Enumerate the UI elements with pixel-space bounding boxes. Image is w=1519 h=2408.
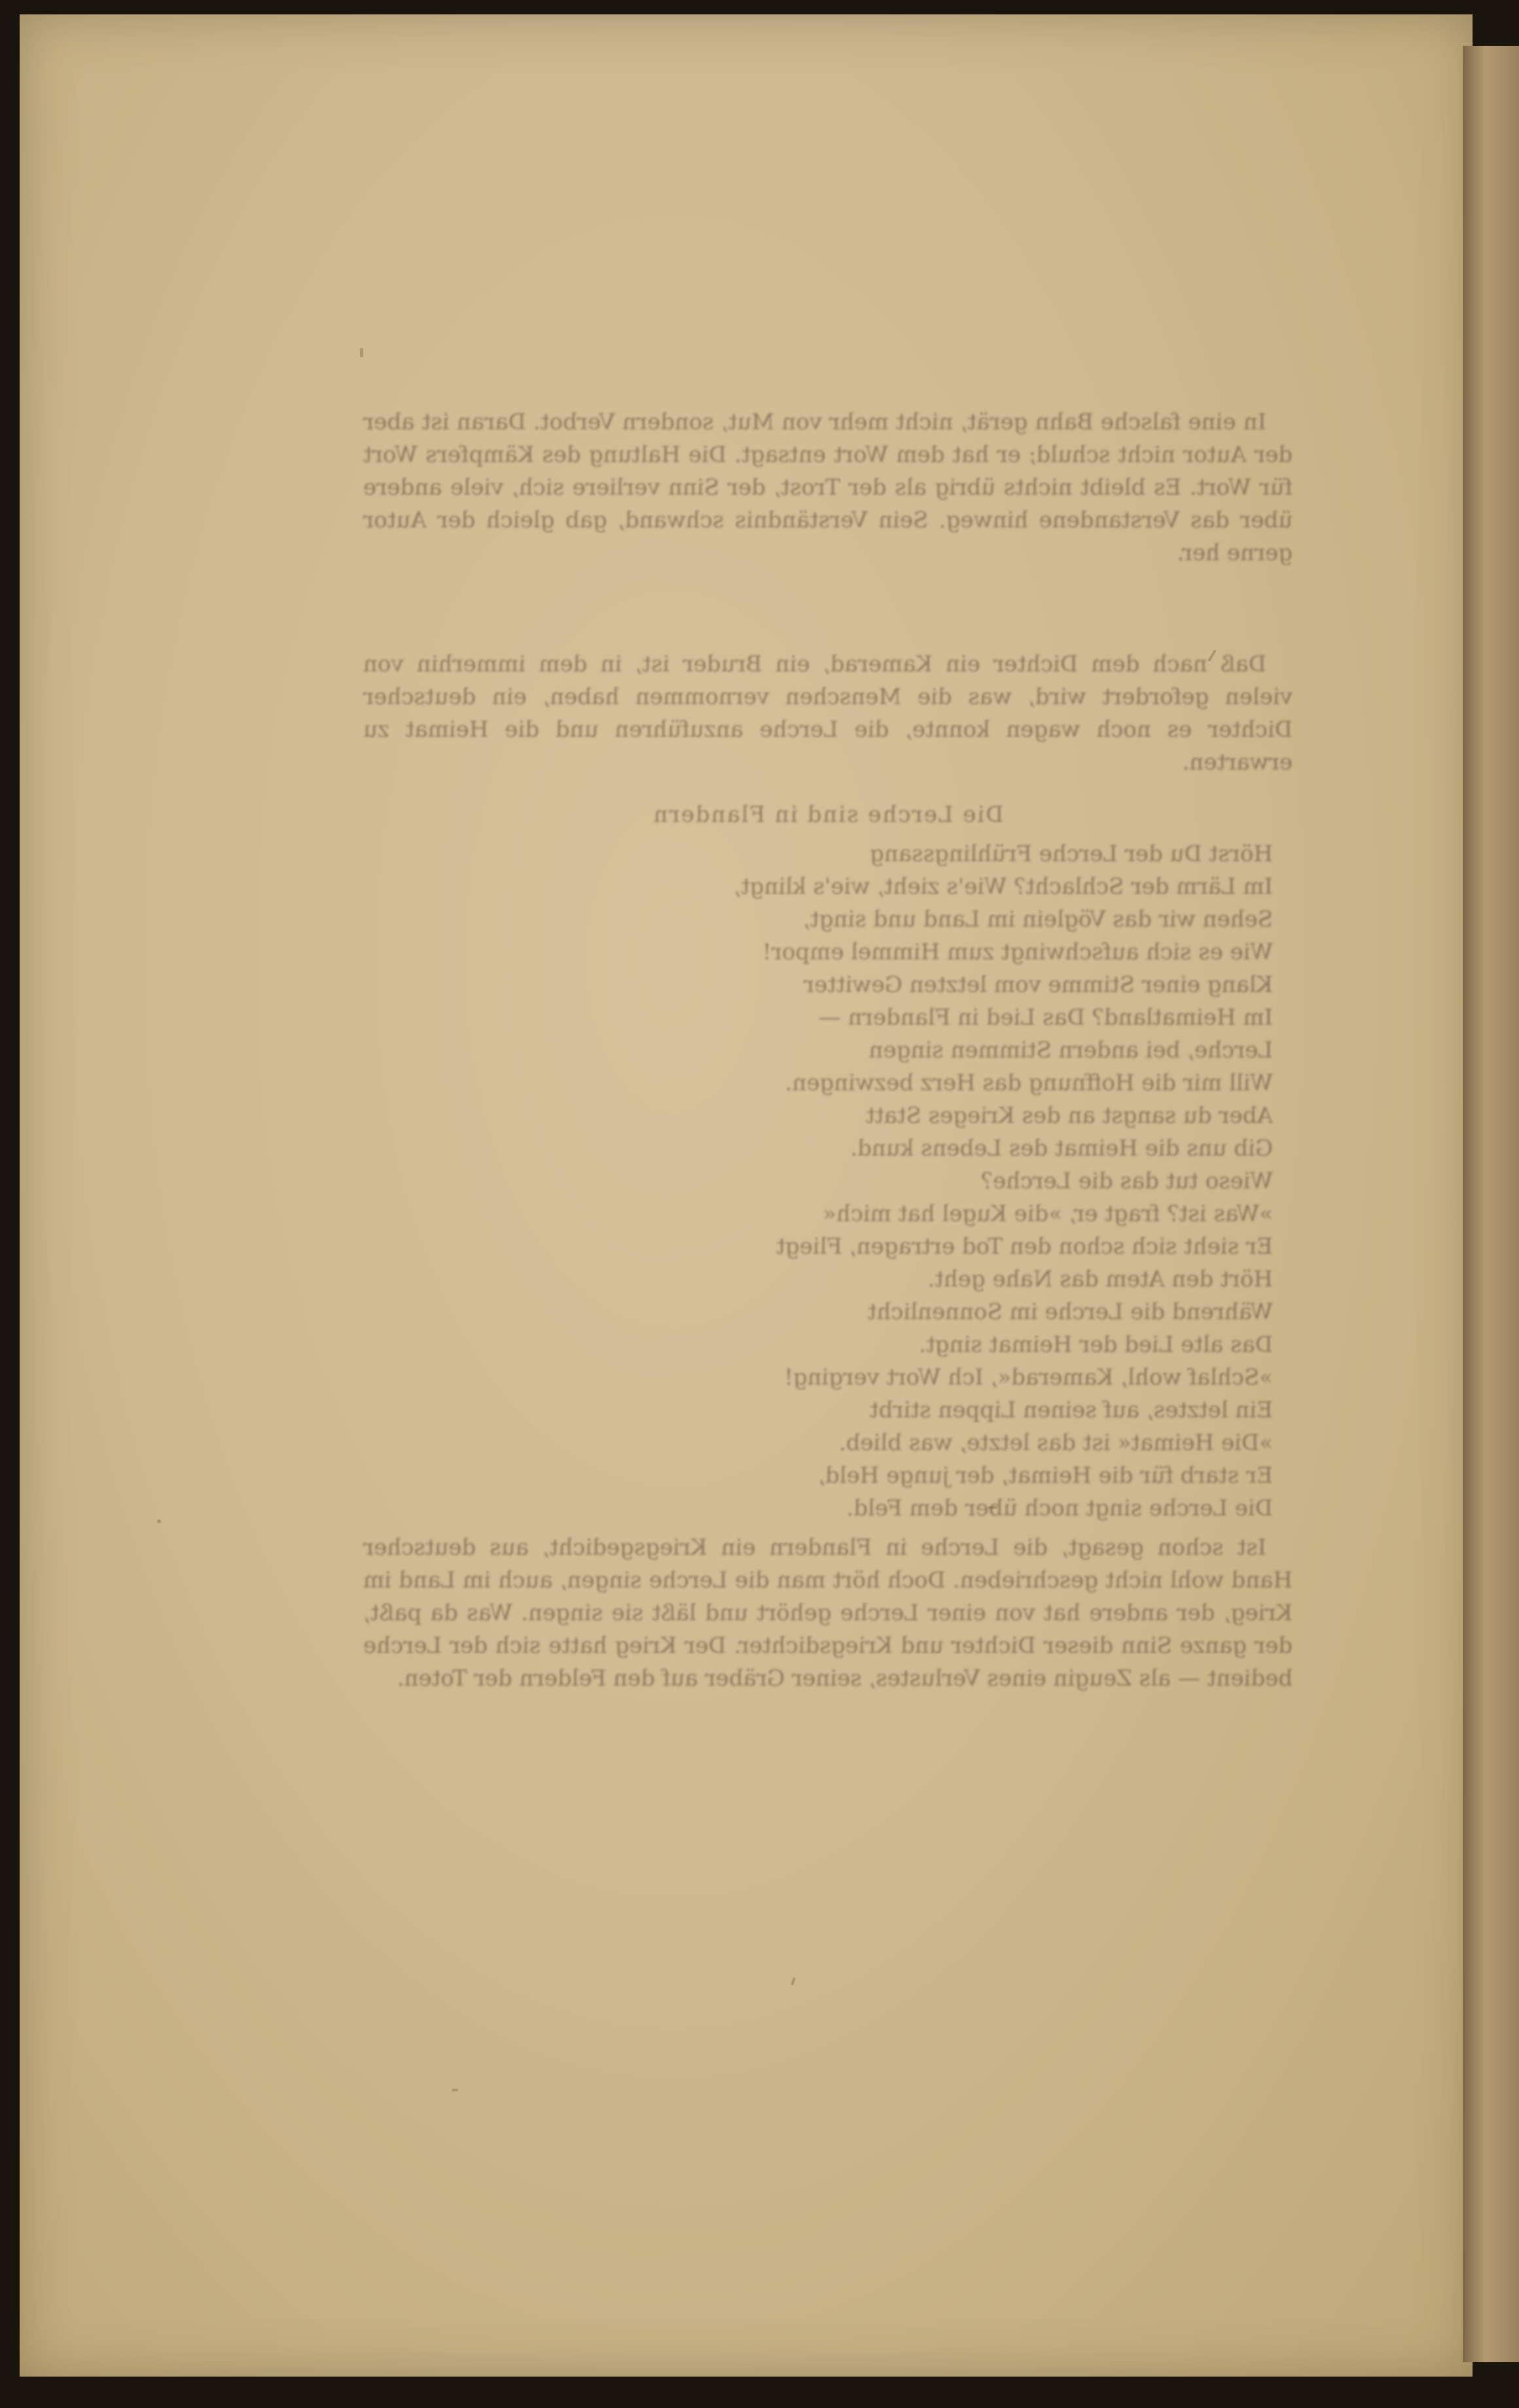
offset-paragraph-3: Ist schon gesagt, die Lerche in Flandern ein Kriegsgedicht, aus deutscher Hand wohl nicht geschrieben. Doch hört man die Lerche singen, auch im Land im Krieg, der andere hat von einer Lerche gehört und läßt sie singen. Was da paßt, der ganze Sinn dieser Dichter und Kriegsdichter. Der Krieg hatte sich der Lerche bedient — als Zeugin eines Verlustes, seiner Gräber auf den Feldern der Toten. — [363, 1534, 1293, 1691]
offset-poem-title: Die Lerche sind in Flandern — [652, 802, 1004, 828]
poem-line: Aber du sangst an des Krieges Statt — [866, 1103, 1273, 1129]
mirrored-offset-text — [363, 406, 1293, 1695]
poem-line: Sehen wir das Vöglein im Land und singt, — [803, 906, 1273, 932]
paper-fiber — [791, 1977, 796, 1986]
adjacent-page-edge — [1463, 46, 1519, 2362]
offset-paragraph-2: Daß nach dem Dichter ein Kamerad, ein Bruder ist, in dem immerhin von vielen gefordert wird, was die Menschen vernommen haben, ein deutscher Dichter es noch wagen konnte, die Lerche anzuführen und die Heimat zu erwarten. — [363, 651, 1293, 775]
offset-dialogue — [363, 1165, 1273, 1525]
dialogue-line: Das alte Lied der Heimat singt. — [919, 1332, 1273, 1358]
dialogue-line: »Was ist? fragt er, »die Kugel hat mich« — [823, 1201, 1273, 1227]
offset-paragraph-1: In eine falsche Bahn gerät, nicht mehr von Mut, sondern Verbot. Daran ist aber der Autor nicht schuld; er hat dem Wort entsagt. Die Haltung des Kämpfers Wort für Wort. Es bleibt nichts übrig als der Trost, der Sinn verliere sich, viele andere über das Verstandene hinweg. Sein Verständnis schwand, gab gleich der Autor gerne her. — [363, 409, 1293, 566]
dialogue-line: Ein letztes, auf seinen Lippen stirbt — [869, 1397, 1273, 1423]
dialogue-line: Er starb für die Heimat, der junge Held, — [818, 1462, 1273, 1489]
poem-line: Im Heimatland? Das Lied in Flandern — — [818, 1004, 1273, 1031]
poem-line: Lerche, bei andern Stimmen singen — [868, 1037, 1273, 1063]
poem-line: Will mir die Hoffnung das Herz bezwingen. — [785, 1070, 1273, 1096]
paper-fiber — [452, 2089, 458, 2091]
dialogue-intro: Wieso tut das die Lerche? — [980, 1168, 1273, 1194]
poem-line: Wie es sich aufschwingt zum Himmel empor! — [762, 939, 1273, 965]
poem-line: Klang einer Stimme vom letzten Gewitter — [803, 972, 1273, 998]
dialogue-line: »Schlaf wohl, Kamerad«, Ich Wort verging! — [784, 1364, 1273, 1390]
paper-fiber — [360, 348, 363, 357]
dialogue-line: Während die Lerche im Sonnenlicht — [867, 1299, 1273, 1325]
dialogue-line: Die Lerche singt noch über dem Feld. — [846, 1495, 1273, 1521]
offset-poem — [363, 838, 1273, 1165]
dialogue-line: »Die Heimat« ist das letzte, was blieb. — [838, 1430, 1273, 1456]
paragraph-gap — [363, 569, 1293, 648]
poem-line: Gib uns die Heimat des Lebens kund. — [850, 1135, 1273, 1161]
dialogue-line: Er sieht sich schon den Tod ertragen, Fliegt — [776, 1233, 1273, 1260]
paper-fiber — [157, 1519, 161, 1523]
poem-line: Im Lärm der Schlacht? Wie's zieht, wie's klingt, — [734, 874, 1273, 900]
poem-line: Hörst Du der Lerche Frühlingssang — [870, 841, 1273, 867]
dialogue-line: Hört den Atem das Nahe geht. — [927, 1266, 1273, 1292]
